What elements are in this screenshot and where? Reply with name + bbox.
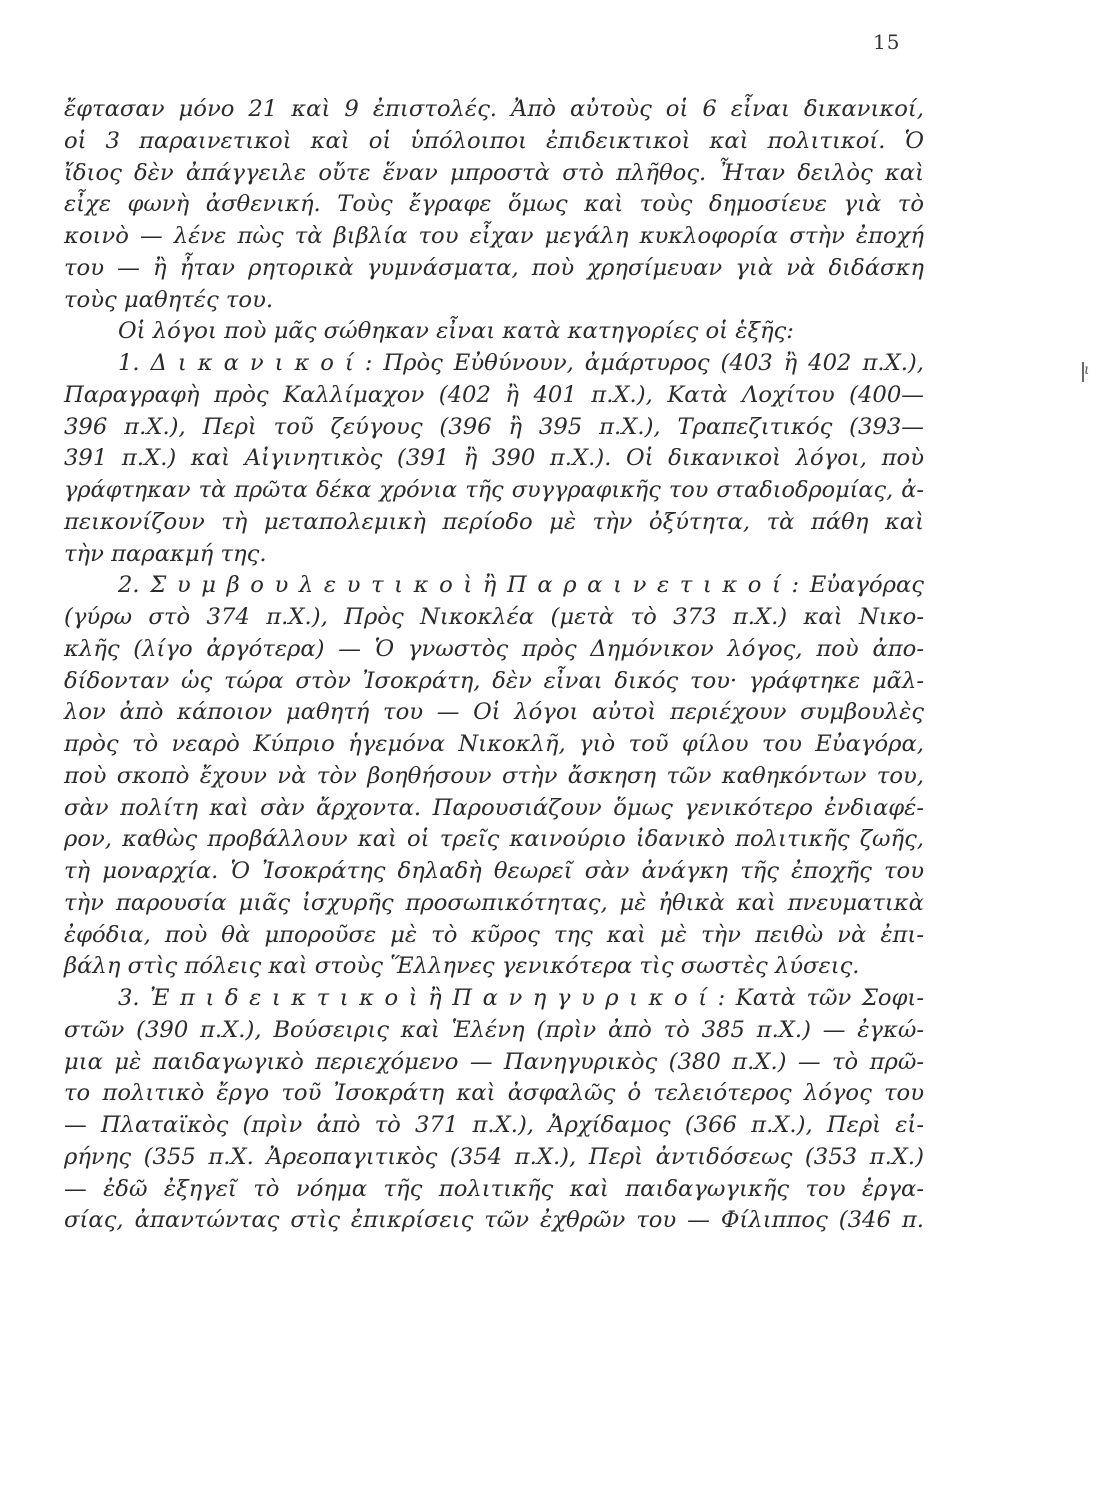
text-line: μια μὲ παιδαγωγικὸ περιεχόμενο — Πανηγυρικὸς (380 π.Χ.) — τὸ πρῶ-	[64, 1048, 924, 1075]
text-line: εἶχε φωνὴ ἀσθενική. Τοὺς ἔγραφε ὅμως καὶ τοὺς δημοσίευε γιὰ τὸ	[64, 191, 924, 218]
text-line: πεικονίζουν τὴ μεταπολεμικὴ περίοδο μὲ τὴν ὀξύτητα, τὰ πάθη καὶ	[64, 508, 924, 535]
text-line: στῶν (390 π.Χ.), Βούσειρις καὶ Ἑλένη (πρὶν ἀπὸ τὸ 385 π.Χ.) — ἐγκώ-	[64, 1016, 924, 1043]
text-line: κλῆς (λίγο ἀργότερα) — Ὁ γνωστὸς πρὸς Δημόνικον λόγος, ποὺ ἀπο-	[64, 635, 924, 662]
text-line: ρήνης (355 π.Χ. Ἀρεοπαγιτικὸς (354 π.Χ.), Περὶ ἀντιδόσεως (353 π.Χ.)	[64, 1143, 924, 1170]
text-line: τὴν παρουσία μιᾶς ἰσχυρῆς προσωπικότητας, μὲ ἠθικὰ καὶ πνευματικὰ	[64, 889, 924, 916]
text-line: τοὺς μαθητές του.	[64, 286, 274, 313]
text-line: ἔφτασαν μόνο 21 καὶ 9 ἐπιστολές. Ἀπὸ αὐτοὺς οἱ 6 εἶναι δικανικοί,	[64, 96, 924, 122]
text-line: Οἱ λόγοι ποὺ μᾶς σώθηκαν εἶναι κατὰ κατηγορίες οἱ ἑξῆς:	[118, 318, 794, 345]
text-line: τὴν παρακμή της.	[64, 540, 267, 567]
text-line: τὴ μοναρχία. Ὁ Ἰσοκράτης δηλαδὴ θεωρεῖ σὰν ἀνάγκη τῆς ἐποχῆς του	[64, 858, 924, 884]
text-line: πρὸς τὸ νεαρὸ Κύπριο ἡγεμόνα Νικοκλῆ, γιὸ τοῦ φίλου του Εὐαγόρα,	[64, 731, 924, 757]
text-line: του — ἢ ἦταν ρητορικὰ γυμνάσματα, ποὺ χρησίμευαν γιὰ νὰ διδάσκη	[64, 254, 924, 281]
text-line: 3. Ἐ π ι δ ε ι κ τ ι κ ο ὶ ἢ Π α ν η γ υ ρ ι κ ο ί : Κατὰ τῶν Σοφι-	[118, 985, 924, 1011]
text-line: (γύρω στὸ 374 π.Χ.), Πρὸς Νικοκλέα (μετὰ τὸ 373 π.Χ.) καὶ Νικο-	[64, 604, 924, 630]
text-line: — ἐδῶ ἐξηγεῖ τὸ νόημα τῆς πολιτικῆς καὶ παιδαγωγικῆς του ἐργα-	[64, 1175, 924, 1202]
text-line: ἐφόδια, ποὺ θὰ μποροῦσε μὲ τὸ κῦρος της καὶ μὲ τὴν πειθὼ νὰ ἐπι-	[64, 921, 924, 948]
text-line: ρον, καθὼς προβάλλουν καὶ οἱ τρεῖς καινούριο ἰδανικὸ πολιτικῆς ζωῆς,	[64, 826, 924, 853]
text-line: κοινὸ — λένε πὼς τὰ βιβλία του εἶχαν μεγάλη κυκλοφορία στὴν ἐποχή	[64, 223, 924, 249]
text-line: 391 π.Χ.) καὶ Αἰγινητικὸς (391 ἢ 390 π.Χ.). Οἱ δικανικοὶ λόγοι, ποὺ	[64, 445, 924, 472]
text-line: — Πλαταϊκὸς (πρὶν ἀπὸ τὸ 371 π.Χ.), Ἀρχίδαμος (366 π.Χ.), Περὶ εἰ-	[64, 1112, 924, 1138]
text-line: βάλη στὶς πόλεις καὶ στοὺς Ἕλληνες γενικότερα τὶς σωστὲς λύσεις.	[64, 953, 860, 980]
text-line: οἱ 3 παραινετικοὶ καὶ οἱ ὑπόλοιποι ἐπιδεικτικοὶ καὶ πολιτικοί. Ὁ	[64, 127, 924, 154]
text-line: το πολιτικὸ ἔργο τοῦ Ἰσοκράτη καὶ ἀσφαλῶς ὁ τελειότερος λόγος του	[64, 1080, 924, 1107]
text-line: λον ἀπὸ κάποιον μαθητή του — Οἱ λόγοι αὐτοὶ περιέχουν συμβουλὲς	[64, 699, 924, 726]
text-line: σίας, ἀπαντώντας στὶς ἐπικρίσεις τῶν ἐχθρῶν του — Φίλιππος (346 π.	[64, 1207, 924, 1234]
body-text	[64, 94, 924, 1237]
text-line: ἴδιος δὲν ἀπάγγειλε οὔτε ἕναν μπροστὰ στὸ πλῆθος. Ἦταν δειλὸς καὶ	[64, 159, 924, 186]
text-line: 396 π.Χ.), Περὶ τοῦ ζεύγους (396 ἢ 395 π.Χ.), Τραπεζιτικός (393—	[64, 413, 924, 440]
page-number: 15	[873, 30, 901, 54]
text-line: δίδονταν ὡς τώρα στὸν Ἰσοκράτη, δὲν εἶναι δικός του· γράφτηκε μᾶλ-	[64, 667, 924, 694]
text-line: σὰν πολίτη καὶ σὰν ἄρχοντα. Παρουσιάζουν ὅμως γενικότερο ἐνδιαφέ-	[64, 794, 924, 821]
text-line: ποὺ σκοπὸ ἔχουν νὰ τὸν βοηθήσουν στὴν ἄσκηση τῶν καθηκόντων του,	[64, 762, 924, 789]
text-line: 2. Σ υ μ β ο υ λ ε υ τ ι κ ο ὶ ἢ Π α ρ α ι ν ε τ ι κ ο ί : Εὐαγόρας	[118, 572, 924, 599]
text-line: 1. Δ ι κ α ν ι κ ο ί : Πρὸς Εὐθύνουν, ἀμάρτυρος (403 ἢ 402 π.Χ.),	[118, 350, 924, 376]
margin-glyph: ι	[1084, 362, 1090, 378]
text-line: γράφτηκαν τὰ πρῶτα δέκα χρόνια τῆς συγγραφικῆς του σταδιοδρομίας, ἀ-	[64, 477, 924, 503]
text-line: Παραγραφὴ πρὸς Καλλίμαχον (402 ἢ 401 π.Χ.), Κατὰ Λοχίτου (400—	[64, 381, 924, 408]
